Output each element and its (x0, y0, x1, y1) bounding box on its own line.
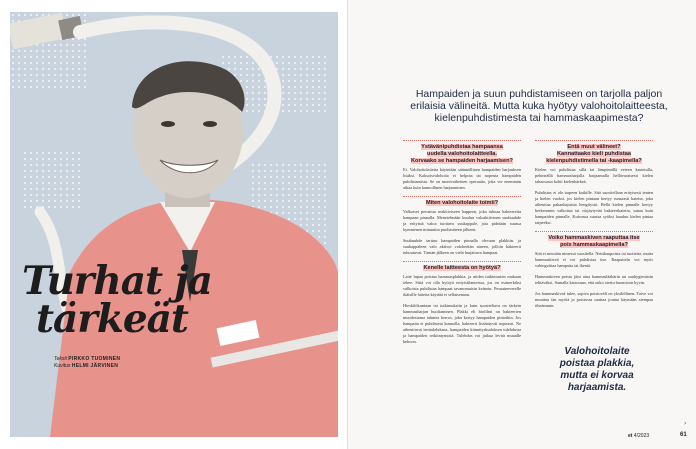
question-line: Kenelle laitteesta on hyötyä? (423, 265, 501, 271)
body-paragraph: Kielen voi puhdistaa sillä tai lämpimällä veteen kastetulla, pehmeällä hammasharjalla harjaamalla hellävaraisesti kielen takaosasta kohti kielenkärkeä. (535, 167, 653, 184)
illustration-collage (10, 12, 338, 437)
pull-quote-line: poistaa plakkia, (559, 358, 635, 369)
illustration (10, 12, 338, 437)
article-headline (22, 258, 232, 342)
question-line: Korvaako se hampaiden harjaamisen? (411, 158, 513, 164)
body-paragraph: Hieskilökuntaan tai tutkimuksiin ja kuin suositeltava on tärkein hammasharjan huoltaminen. Plakki eli biofilmi on bakteerien muodostama tahmea kerros, joka kertyy hampaiden pintoihin. Jos hampaita ei puhdisteta kunnolla, bakteerit lisääntyvät nopeasti. Ne aiheuttavat ienttulehdusta, hampaiden kiinnityskudoksen tulehdusta ja hampaiden reikiintymistä. Tulehdus voi jatkua levitä muualle kehoon. (403, 303, 521, 344)
folio (628, 433, 649, 439)
credit-text-name: PIRKKO TUOMINEN (68, 356, 121, 362)
credit-text-label: Teksti (54, 356, 67, 362)
pull-quote-line: Valohoitolaite (564, 346, 630, 357)
right-page (348, 0, 696, 449)
body-paragraph: Suuhuuhde tarttuu hampaiden pinnalla olevaan plakkiin, ja suukappaleen valo aktivoi valoherkän aineen, jolloin bakteerit tuhoutuvat. Tämän jälkeen on vielä harjattava hampaat. (403, 238, 521, 255)
text-column-1 (403, 140, 521, 350)
right-eye (203, 121, 217, 127)
body-paragraph: Valkoiset perustuu reaktiiviseen happeen, joka tuhoaa bakteereita hampaan pinnalla. Menetelmään kuuluu valoaktiivinen suuhuuhde ja erityistä valoa tuottava suukappale, jota pidetään suussa kymmenen minuuttia puoliautteen jälkeen. (403, 209, 521, 232)
body-paragraph: Laite lupaa poistaa hammasplakkia, ja niiden tutkimusten mukaan tekee. Siitä voi olla hyötyä erityistilanteissa, jos on esimerkiksi valkoisia puhdistaa hampaat tavanomaisin keinoin. Pesuaineverelle ikäisille laitetta käyttää ei sellaisenaan. (403, 274, 521, 297)
headline-line-2: tärkeät (36, 296, 188, 342)
body-paragraph: Puhdistus ei ole tarpeen kaikille. Sitä suositellaan erityisesti ienten ja kielen vuoksi, jos kielen pintaan kertyy runsaasti katetta, joka aiheuttaa pahanhajuista hengitystä. Hellä kielen pinnalle kertyy herkemmin valkoista tai värjäytyvää bakteerikatetta, sanaa kuin hampaiden pinnalle. Kuivassa suussa syöksi hauduu kielen pintaa tarpeeksi. (535, 190, 653, 225)
body-paragraph: Ei. Valohoitolaitetta käytetään säännöllinen hampaiden harjauksen lisäksi. Kaksoisvalohoito ei helpota tai nopeuta hampaiden puhdistamista. Se on monivaiheinen operaatio, joka vie enemmän aikaa kuin kunnollinen harjaaminen. (403, 167, 521, 190)
question-line: pois hammaskaapimella? (560, 242, 628, 248)
pull-quote (542, 346, 652, 394)
question-line: Kannattaako kieli puhdistaa (557, 151, 631, 157)
left-eye (161, 121, 175, 127)
question-line: Ystävänipuhdistaa hampaansa (421, 144, 503, 150)
question-line: kielenpuhdistimella tai -kaapimella? (546, 158, 642, 164)
question-line: Miten valohoitolaite toimii? (425, 200, 499, 206)
pull-quote-line: harjaamista. (567, 382, 627, 393)
pull-quote-line: mutta ei korvaa (560, 370, 634, 381)
headline-line-1: Turhat ja (22, 258, 212, 304)
body-paragraph: Jos hammaskiveä tulee, sopiva poistoväli on yksilöllinen. Tarve voi muuttua iän myötä ja poistossa saattaa joutua käymään aiempaa tiheämmin. (535, 291, 653, 308)
page-number: 61 (680, 432, 687, 438)
credit-illustration-name: HELMI JÄRVINEN (71, 363, 119, 369)
question-line: Entä muut välineet? (567, 144, 621, 150)
body-paragraph: Hammaskiven poisto jäisi aina hammaslääkärin tai suuhygienistin tehtäväksi. Samalla katsotaan, että onko otettu huomioon hyvin. (535, 274, 653, 285)
folio-issue: 4/2023 (633, 433, 650, 439)
question-line: Voiko hammaskiven raaputtaa itse (548, 235, 640, 241)
question-heading (403, 261, 521, 272)
intro-paragraph: Hampaiden ja suun puhdistamiseen on tarjolla paljon erilaisia välineitä. Mutta kuka hyötyy valohoitolaitteesta, kielenpuhdistimesta tai hammaskaapimesta? (410, 88, 668, 124)
byline (54, 356, 120, 370)
body-paragraph: Sitä ei missään nimessä suositella. Nettikaupoista tai tuotteita, mutta hammaskiveä ei voi puhdistaa itse. Raaputtelu voi myös vahingoittaa hampaita tai ikeniä. (535, 251, 653, 268)
question-heading (403, 196, 521, 207)
continue-arrow-icon: › (684, 420, 687, 427)
text-column-2 (535, 140, 653, 314)
question-heading (535, 140, 653, 165)
folio-brand: et (628, 433, 633, 439)
dot-pattern (20, 152, 80, 212)
question-heading (403, 140, 521, 165)
question-line: uudella valohoitolaitteella. (427, 151, 497, 157)
question-heading (535, 231, 653, 249)
credit-illustration-label: Kuvitus (54, 363, 71, 369)
